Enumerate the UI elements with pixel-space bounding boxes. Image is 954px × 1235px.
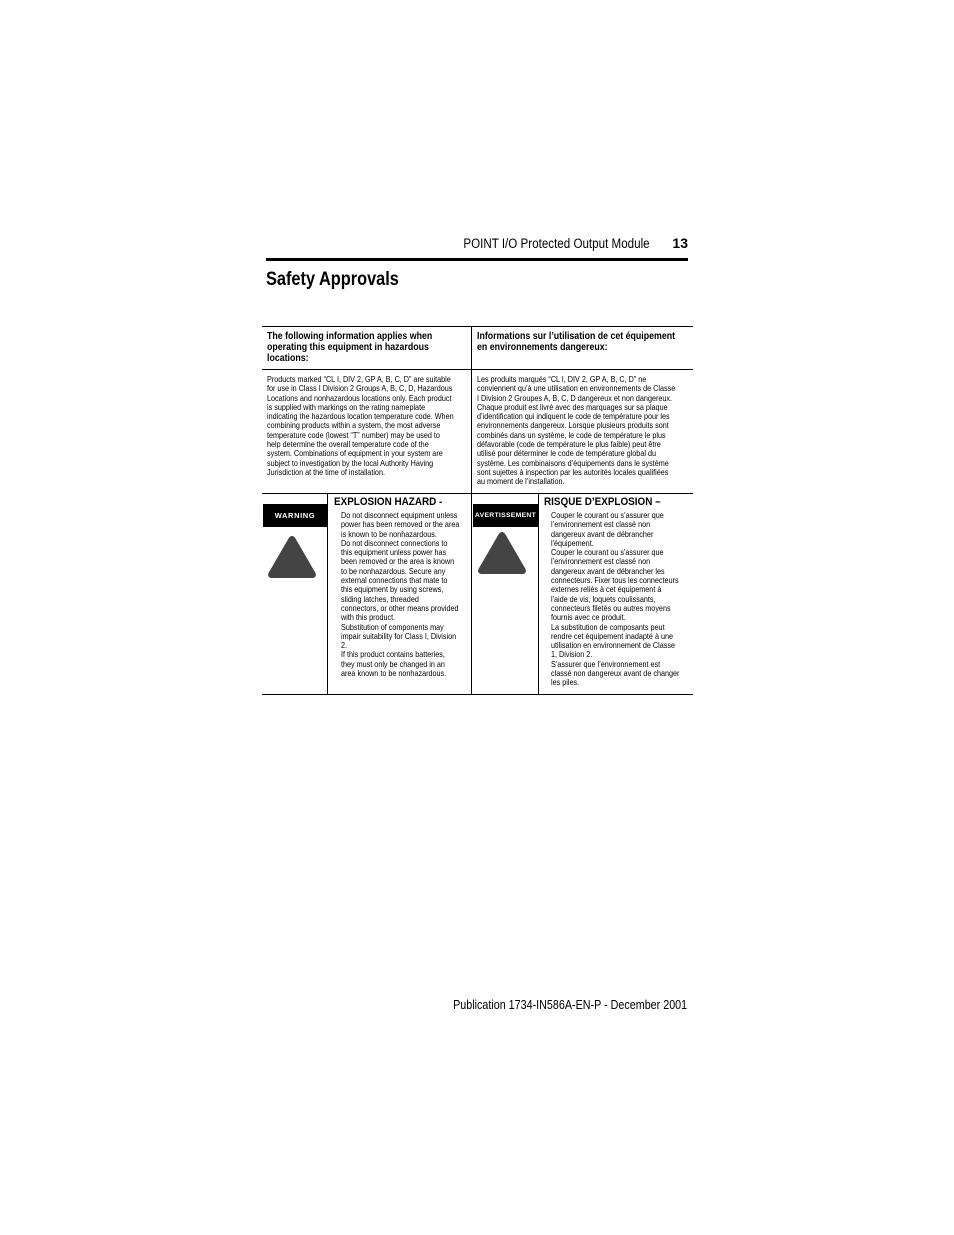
warning-fr-line: dangereux avant de débrancher les	[551, 565, 665, 576]
english-heading	[267, 331, 455, 364]
warning-fr-line: l'équipement.	[551, 537, 594, 548]
warning-fr-line: rendre cet équipement inadapté à une	[551, 630, 674, 641]
english-body-line: indicating the hazardous location temperature code. When	[267, 411, 454, 422]
french-body-line: I Division 2 Groupes A, B, C, D dangereux et non dangereux.	[477, 392, 673, 403]
warning-fr-line: Couper le courant ou s'assurer que	[551, 547, 664, 558]
french-body-line: sont sujettes à inspection par les autorités locales qualifiées	[477, 466, 669, 477]
french-body	[477, 375, 713, 487]
warning-en-title: EXPLOSION HAZARD -	[334, 496, 443, 508]
warning-en-line: with this product.	[341, 612, 396, 623]
section-title: Safety Approvals	[266, 269, 399, 290]
warning-fr-title: RISQUE D’EXPLOSION –	[544, 496, 661, 508]
french-body-line: environnements dangereux. Lorsque plusieurs produits sont	[477, 420, 669, 431]
warning-fr-line: connecteurs. Fixer tous les connecteurs	[551, 575, 679, 586]
warning-fr-line: Couper le courant ou s’assurer que	[551, 510, 664, 520]
warning-fr-line: fournis avec ce produit.	[551, 612, 626, 623]
english-heading-line: operating this equipment in hazardous	[267, 342, 429, 353]
warning-en-body	[341, 511, 482, 678]
warning-fr-line: l'aide de vis, loquets coulissants,	[551, 593, 656, 604]
english-body-line: Jurisdiction at the time of installation.	[267, 466, 385, 477]
english-body-line: subject to investigation by the local Authority Having	[267, 457, 434, 468]
warning-en-line: they must only be changed in an	[341, 658, 445, 669]
english-body-line: system. Combinations of equipment in your system are	[267, 448, 443, 459]
english-body	[267, 375, 489, 477]
french-body-line: utilisé pour déterminer le code de température global du	[477, 448, 656, 459]
french-heading	[477, 331, 702, 353]
running-header	[262, 234, 688, 258]
warning-en-line: Do not disconnect connections to	[341, 537, 448, 548]
warning-triangle-icon	[266, 534, 318, 580]
warning-en-line: sliding latches, threaded	[341, 593, 419, 604]
warning-en-line: 2.	[341, 640, 348, 651]
warning-en-line: to be nonhazardous. Secure any	[341, 565, 446, 576]
warning-fr-line: La substitution de composants peut	[551, 621, 665, 632]
warning-en-line: impair suitability for Class I, Division	[341, 630, 457, 641]
warning-fr-line: classé non dangereux avant de changer	[551, 668, 680, 679]
english-body-line: temperature code (lowest “T” number) may be used to	[267, 429, 440, 440]
english-body-line: is supplied with markings on the rating nameplate	[267, 401, 426, 412]
warning-fr-line: connecteurs filetés ou autres moyens	[551, 602, 671, 613]
warning-badge: WARNING	[263, 504, 327, 527]
french-body-line: Chaque produit est livré avec des marquages sur sa plaque	[477, 401, 668, 412]
warning-en-line: Do not disconnect equipment unless	[341, 510, 458, 520]
warning-fr-line: 1, Division 2.	[551, 649, 593, 660]
french-body-line: Les produits marqués “CL I, DIV 2, GP A, B, C, D” ne	[477, 374, 647, 384]
warning-en-divider	[327, 493, 328, 694]
french-heading-line: Informations sur l’utilisation de cet équipement	[477, 331, 676, 342]
warning-triangle-icon	[476, 530, 528, 576]
table-top-rule	[262, 326, 693, 327]
french-body-line: au moment de l’installation.	[477, 476, 565, 487]
warning-fr-line: utilisation en environnement de Classe	[551, 640, 676, 651]
header-title: POINT I/O Protected Output Module	[463, 236, 650, 251]
french-body-line: défavorable (code de température le plus faible) peut être	[477, 439, 661, 450]
english-body-line: combining products within a system, the most adverse	[267, 420, 441, 431]
warning-fr-line: l’environnement est classé non	[551, 556, 651, 567]
french-heading-line: en environnements dangereux:	[477, 342, 608, 353]
warning-en-line: this equipment unless power has	[341, 547, 447, 558]
english-heading-line: The following information applies when	[267, 331, 433, 342]
warning-fr-divider	[538, 493, 539, 694]
french-body-line: combinés dans un système, le code de température le plus	[477, 429, 666, 440]
warning-fr-line: S’assurer que l’environnement est	[551, 658, 661, 669]
warning-en-line: area known to be nonhazardous.	[341, 668, 447, 679]
warning-en-line: this equipment by using screws,	[341, 584, 444, 595]
warning-fr-line: les piles.	[551, 677, 580, 688]
warning-en-line: connectors, or other means provided	[341, 602, 459, 613]
warning-en-line: been removed or the area is known	[341, 556, 455, 567]
page-number: 13	[672, 235, 688, 251]
english-heading-line: locations:	[267, 353, 309, 364]
warning-fr-line: l’environnement est classé non	[551, 519, 651, 530]
warning-en-line: is known to be nonhazardous.	[341, 528, 437, 539]
warning-fr-line: dangereux avant de débrancher	[551, 528, 654, 539]
table-heading-rule	[262, 369, 693, 370]
table-bottom-rule	[262, 694, 693, 695]
english-body-line: help determine the overall temperature code of the	[267, 439, 429, 450]
english-body-line: Locations and nonhazardous locations only. Each product	[267, 392, 452, 403]
warning-fr-line: externes reliés à cet équipement à	[551, 584, 662, 595]
warning-en-line: If this product contains batteries,	[341, 649, 445, 660]
warning-fr-body	[551, 511, 704, 688]
french-body-line: système. Les combinaisons d’équipements dans le système	[477, 457, 669, 468]
header-rule	[266, 258, 688, 261]
english-body-line: Products marked “CL I, DIV 2, GP A, B, C, D” are suitable	[267, 374, 451, 384]
english-body-line: for use in Class I Division 2 Groups A, B, C, D, Hazardous	[267, 383, 453, 394]
french-body-line: d’identification qui indiquent le code de température pour les	[477, 411, 670, 422]
publication-footer: Publication 1734-IN586A-EN-P - December 2001	[452, 998, 687, 1012]
warning-en-line: external connections that mate to	[341, 575, 448, 586]
warning-en-line: power has been removed or the area	[341, 519, 460, 530]
avertissement-badge: AVERTISSEMENT	[473, 504, 538, 527]
warning-en-line: Substitution of components may	[341, 621, 444, 632]
french-body-line: conviennent qu’à une utilisation en environnements de Classe	[477, 383, 676, 394]
